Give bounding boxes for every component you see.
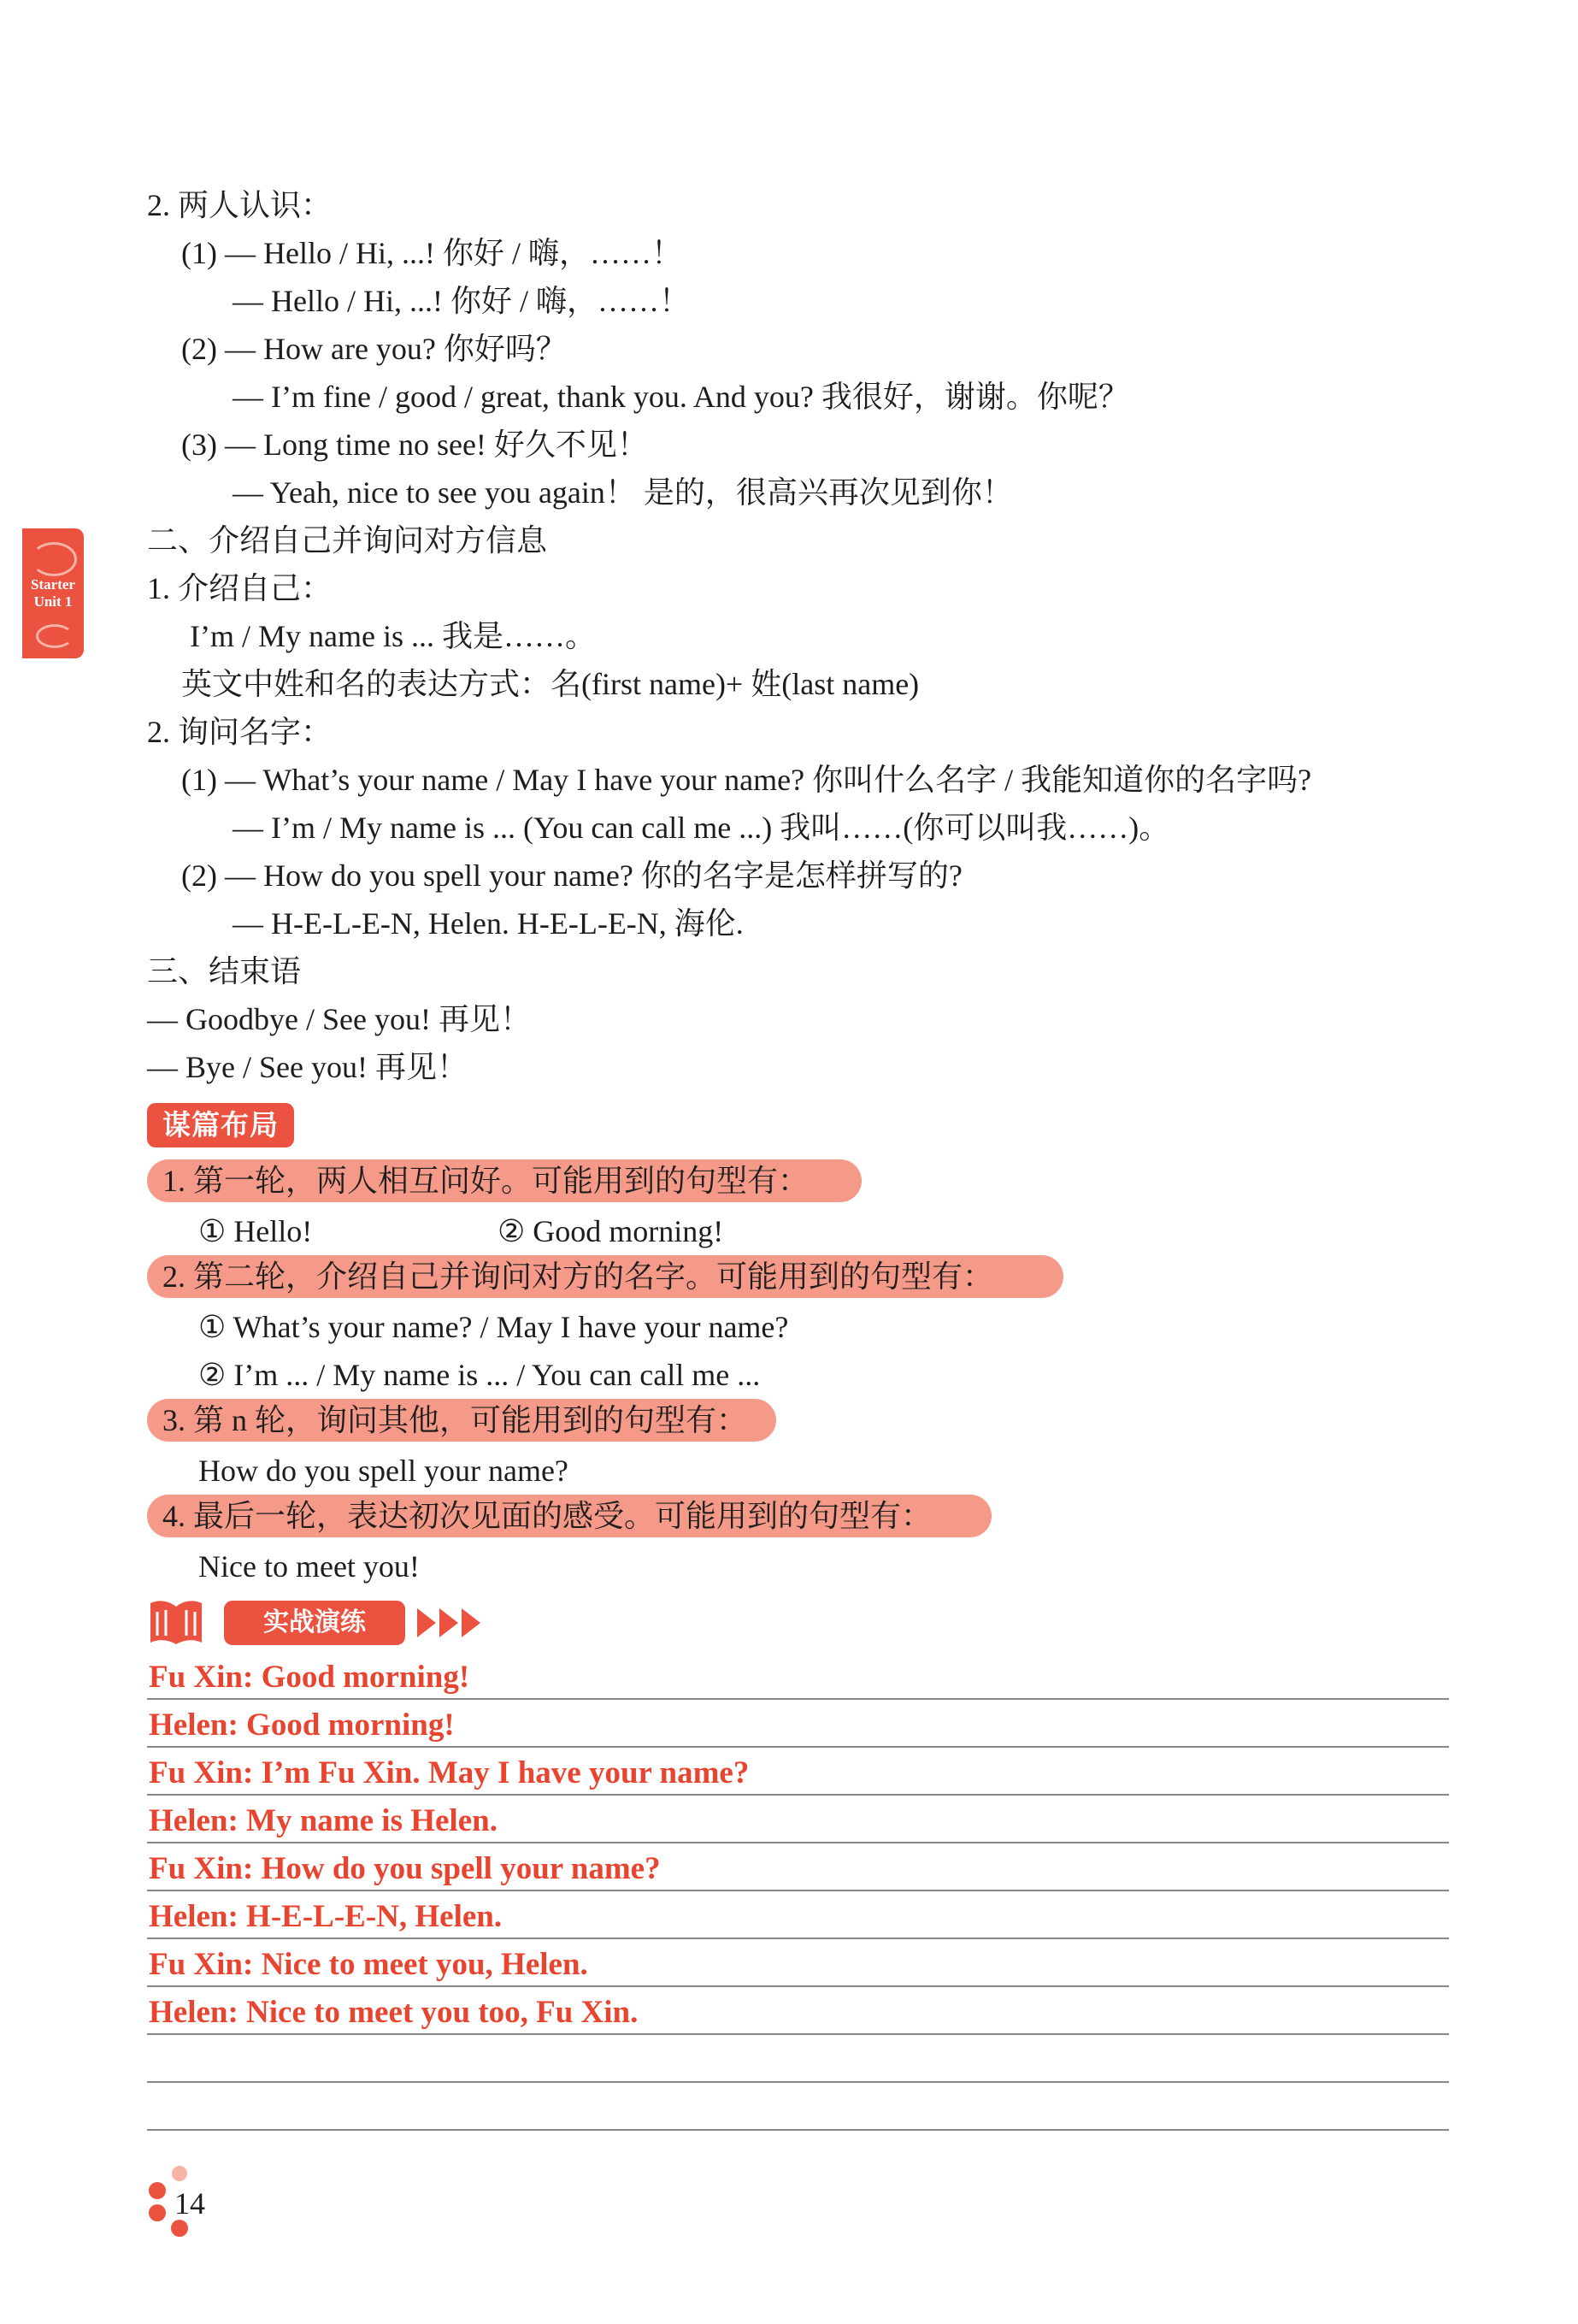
dialogue-line: (2) — How are you? 你好吗？ — [181, 332, 567, 366]
round-heading: 3. 第 n 轮，询问其他，可能用到的句型有： — [162, 1403, 748, 1437]
page-number: 14 — [174, 2186, 205, 2221]
heading-meeting: 2. 两人认识： — [147, 188, 333, 222]
sentence-option: ① What’s your name? / May I have your name? — [198, 1310, 789, 1344]
answer-line: Fu Xin: Nice to meet you, Helen. — [149, 1947, 588, 1982]
subheading: 2. 询问名字： — [147, 715, 333, 749]
dialogue-line: — Goodbye / See you! 再见！ — [147, 1002, 531, 1036]
dialogue-line: — Hello / Hi, ...! 你好 / 嗨，……！ — [233, 284, 690, 318]
round-heading: 1. 第一轮，两人相互问好。可能用到的句型有： — [162, 1164, 810, 1198]
note-line: 英文中姓和名的表达方式：名(first name)+ 姓(last name) — [181, 667, 920, 701]
dialogue-line: — H-E-L-E-N, Helen. H-E-L-E-N, 海伦. — [233, 906, 744, 941]
ruled-line — [147, 1794, 1449, 1796]
dialogue-line: — Bye / See you! 再见！ — [147, 1050, 468, 1084]
sentence-option: Nice to meet you! — [198, 1549, 420, 1584]
practice-section-tag: 实战演练 — [224, 1601, 405, 1645]
swirl-decoration-icon — [31, 542, 77, 576]
ruled-line — [147, 2129, 1449, 2131]
sentence-option: ② I’m ... / My name is ... / You can call me ... — [198, 1358, 761, 1392]
answer-line: Helen: Nice to meet you too, Fu Xin. — [149, 1995, 639, 2030]
dialogue-line: I’m / My name is ... 我是……。 — [190, 619, 596, 653]
dialogue-line: — I’m / My name is ... (You can call me ...) 我叫……(你可以叫我……)。 — [233, 811, 1170, 845]
answer-line: Helen: H-E-L-E-N, Helen. — [149, 1899, 503, 1934]
open-book-icon — [147, 1595, 205, 1646]
unit-tab-line1: Starter — [31, 576, 75, 593]
ruled-line — [147, 1842, 1449, 1843]
section-heading: 三、结束语 — [147, 954, 302, 988]
dialogue-line: — I’m fine / good / great, thank you. And you? 我很好，谢谢。你呢？ — [233, 380, 1129, 414]
ruled-line — [147, 2033, 1449, 2035]
answer-line: Helen: My name is Helen. — [149, 1803, 498, 1838]
ruled-line — [147, 1746, 1449, 1748]
subheading: 1. 介绍自己： — [147, 571, 333, 605]
ruled-line — [147, 2081, 1449, 2083]
ruled-line — [147, 1698, 1449, 1700]
dialogue-line: (2) — How do you spell your name? 你的名字是怎样拼写的? — [181, 858, 963, 893]
round-heading: 4. 最后一轮，表达初次见面的感受。可能用到的句型有： — [162, 1499, 933, 1533]
ruled-line — [147, 1890, 1449, 1891]
triple-arrow-icon — [417, 1605, 486, 1641]
answer-line: Fu Xin: How do you spell your name? — [149, 1851, 661, 1886]
unit-tab-line2: Unit 1 — [33, 593, 73, 610]
section-heading: 二、介绍自己并询问对方信息 — [147, 523, 548, 557]
sentence-option: How do you spell your name? — [198, 1454, 568, 1488]
ruled-line — [147, 1938, 1449, 1939]
dialogue-line: (1) — What’s your name / May I have your name? 你叫什么名字 / 我能知道你的名字吗? — [181, 763, 1312, 797]
dialogue-line: (1) — Hello / Hi, ...! 你好 / 嗨，……！ — [181, 236, 682, 270]
round-heading: 2. 第二轮，介绍自己并询问对方的名字。可能用到的句型有： — [162, 1259, 994, 1294]
sentence-option: ② Good morning! — [498, 1214, 724, 1248]
answer-line: Fu Xin: I’m Fu Xin. May I have your name? — [149, 1755, 750, 1790]
answer-line: Fu Xin: Good morning! — [149, 1660, 470, 1695]
dialogue-line: (3) — Long time no see! 好久不见！ — [181, 428, 648, 462]
ruled-line — [147, 1985, 1449, 1987]
layout-section-tag: 谋篇布局 — [147, 1103, 294, 1147]
dialogue-line: — Yeah, nice to see you again！ 是的，很高兴再次见到你！ — [233, 475, 1013, 510]
swirl-decoration-icon — [36, 624, 74, 648]
sentence-option: ① Hello! — [198, 1214, 313, 1248]
starter-unit-tab — [22, 528, 84, 658]
answer-line: Helen: Good morning! — [149, 1708, 455, 1743]
